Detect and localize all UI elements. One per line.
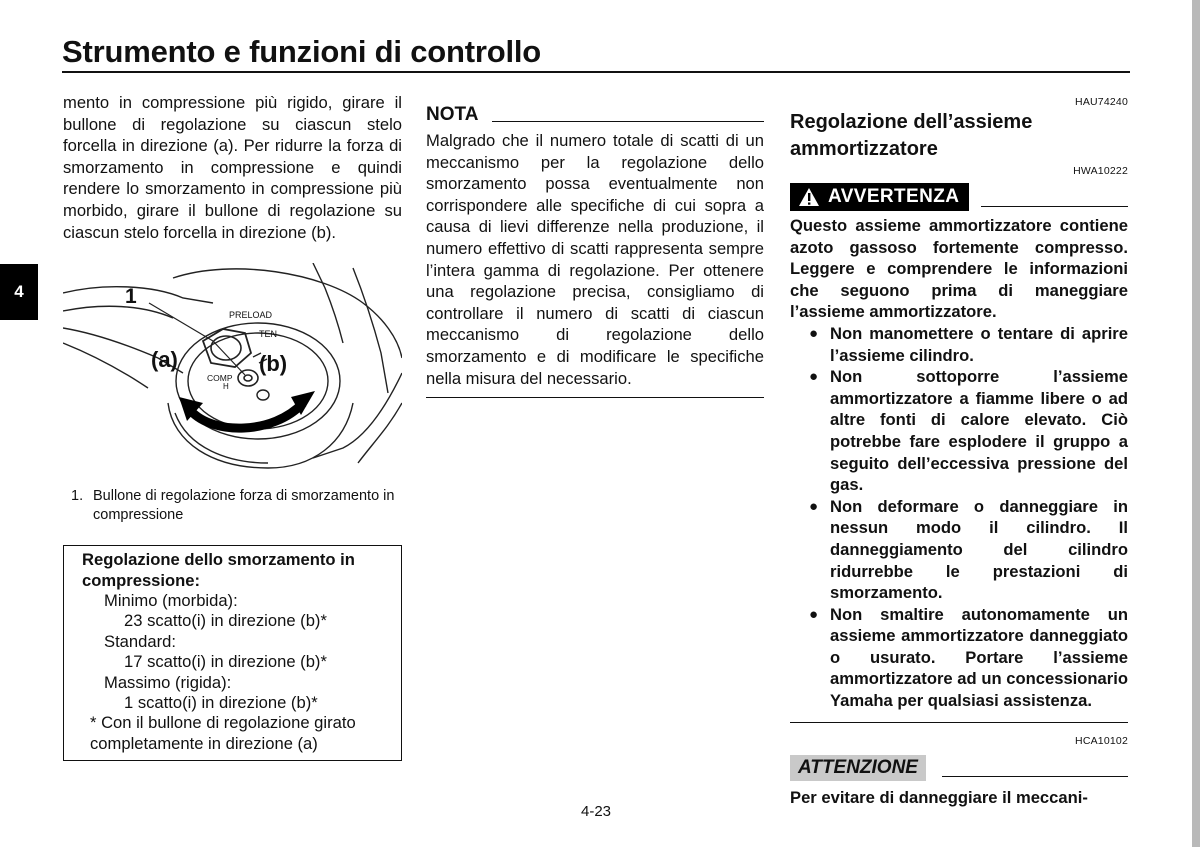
page-edge-shadow [1192, 0, 1200, 847]
label-direction-a: (a) [151, 347, 178, 373]
note-rule [492, 121, 764, 122]
label-comp: COMP [207, 373, 233, 384]
spec-standard-label: Standard: [104, 631, 176, 651]
note-text: Malgrado che il numero totale di scatti di un meccanismo per la regolazione dello smorzamento possa eventualmente non corrispondere alle specifiche di cui sopra a causa di lievi differenze nella produzione, il numero effettivo di scatti rappresenta sempre l’intera gamma di regolazione. Per ottenere una regolazione precisa, consigliamo di controllare il numero di scatti di ciascun meccanismo di regolazione dello smorzamento e di modificare le specifiche nella misura del necessario. [426, 131, 764, 388]
spec-footnote-text: * Con il bullone di regolazione girato completamente in direzione (a) [90, 713, 356, 753]
ref-code-hwa10222: HWA10222 [1073, 165, 1128, 177]
page-number: 4-23 [580, 803, 612, 820]
warning-bullet-list [790, 323, 1128, 712]
bullet-text: Non manomettere o tentare di aprire l’assieme cilindro. [830, 323, 1128, 365]
bullet-dot-icon: ● [808, 497, 818, 515]
section-heading: Regolazione dell’assieme ammortizzatore [790, 111, 1033, 160]
list-item [790, 323, 1128, 366]
label-ten: TEN [259, 329, 277, 340]
page-title: Strumento e funzioni di controllo [62, 34, 542, 69]
title-rule [62, 71, 1130, 73]
column-right [790, 96, 1128, 808]
note-end-rule [426, 397, 764, 398]
caption-number: 1. [71, 488, 84, 505]
bullet-dot-icon: ● [808, 324, 818, 342]
warning-text: Questo assieme ammortizzatore contiene azoto gassoso fortemente compresso. Leggere e comprendere le informazioni che seguono prima di maneggiare l’assieme ammortizzatore. [790, 216, 1128, 322]
column-left [63, 92, 402, 761]
warning-label: AVVERTENZA [828, 186, 960, 207]
list-item [790, 604, 1128, 712]
caution-text: Per evitare di danneggiare il meccani- [790, 787, 1088, 807]
list-item [790, 496, 1128, 604]
note-heading: NOTA [426, 104, 479, 125]
list-item [790, 366, 1128, 496]
fork-adjuster-figure [63, 263, 402, 473]
warning-header [790, 183, 1128, 211]
bullet-text: Non smaltire autonomamente un assieme ammortizzatore danneggiato o usurato. Portare l’assieme ammortizzatore ad un concessionario Yamaha per qualsiasi assistenza. [830, 604, 1128, 711]
spec-maximum-label: Massimo (rigida): [104, 672, 232, 692]
bullet-dot-icon: ● [808, 605, 818, 623]
bullet-dot-icon: ● [808, 368, 818, 386]
spec-minimum-value: 23 scatto(i) in direzione (b)* [124, 611, 327, 631]
chapter-tab: 4 [0, 264, 38, 320]
figure-caption [63, 487, 402, 525]
warning-rule [981, 206, 1128, 207]
label-preload: PRELOAD [229, 310, 273, 321]
caption-text: Bullone di regolazione forza di smorzamento in compressione [93, 488, 395, 524]
caution-label: ATTENZIONE [790, 755, 926, 781]
fork-illustration [63, 263, 402, 473]
label-direction-b: (b) [259, 351, 288, 377]
damping-paragraph: mento in compressione più rigido, girare il bullone di regolazione su ciascun stelo forcella in direzione (a). Per ridurre la forza di smorzamento in compressione e quindi rendere lo smorzamento in compressione più morbido, girare il bullone di regolazione su ciascun stelo forcella in direzione (b). [63, 93, 402, 242]
label-h: H [223, 382, 229, 392]
ref-code-hau74240: HAU74240 [1075, 96, 1128, 108]
caution-rule [942, 776, 1128, 777]
warning-end-rule [790, 722, 1128, 723]
warning-badge [790, 183, 969, 211]
specification-box [63, 545, 402, 761]
bullet-text: Non sottoporre l’assieme ammortizzatore a fiamme libere o ad altre fonti di calore elevato. Ciò potrebbe fare esplodere il gruppo a seguito dell’eccessiva pressione del gas. [830, 367, 1128, 495]
spec-minimum-label: Minimo (morbida): [104, 590, 238, 610]
spec-maximum-value: 1 scatto(i) in direzione (b)* [124, 693, 318, 712]
spec-heading: Regolazione dello smorzamento in compressione: [82, 550, 355, 590]
column-middle [426, 92, 764, 398]
spec-standard-value: 17 scatto(i) in direzione (b)* [124, 652, 327, 672]
spec-footnote [82, 713, 391, 754]
bullet-text: Non deformare o danneggiare in nessun modo il cilindro. Il danneggiamento del cilindro ridurrebbe le prestazioni di smorzamento. [830, 496, 1128, 603]
ref-code-hca10102: HCA10102 [1075, 734, 1128, 747]
note-header [426, 104, 764, 126]
caution-header [790, 755, 1128, 781]
callout-number-1: 1 [125, 285, 137, 309]
warning-triangle-icon [798, 187, 820, 207]
